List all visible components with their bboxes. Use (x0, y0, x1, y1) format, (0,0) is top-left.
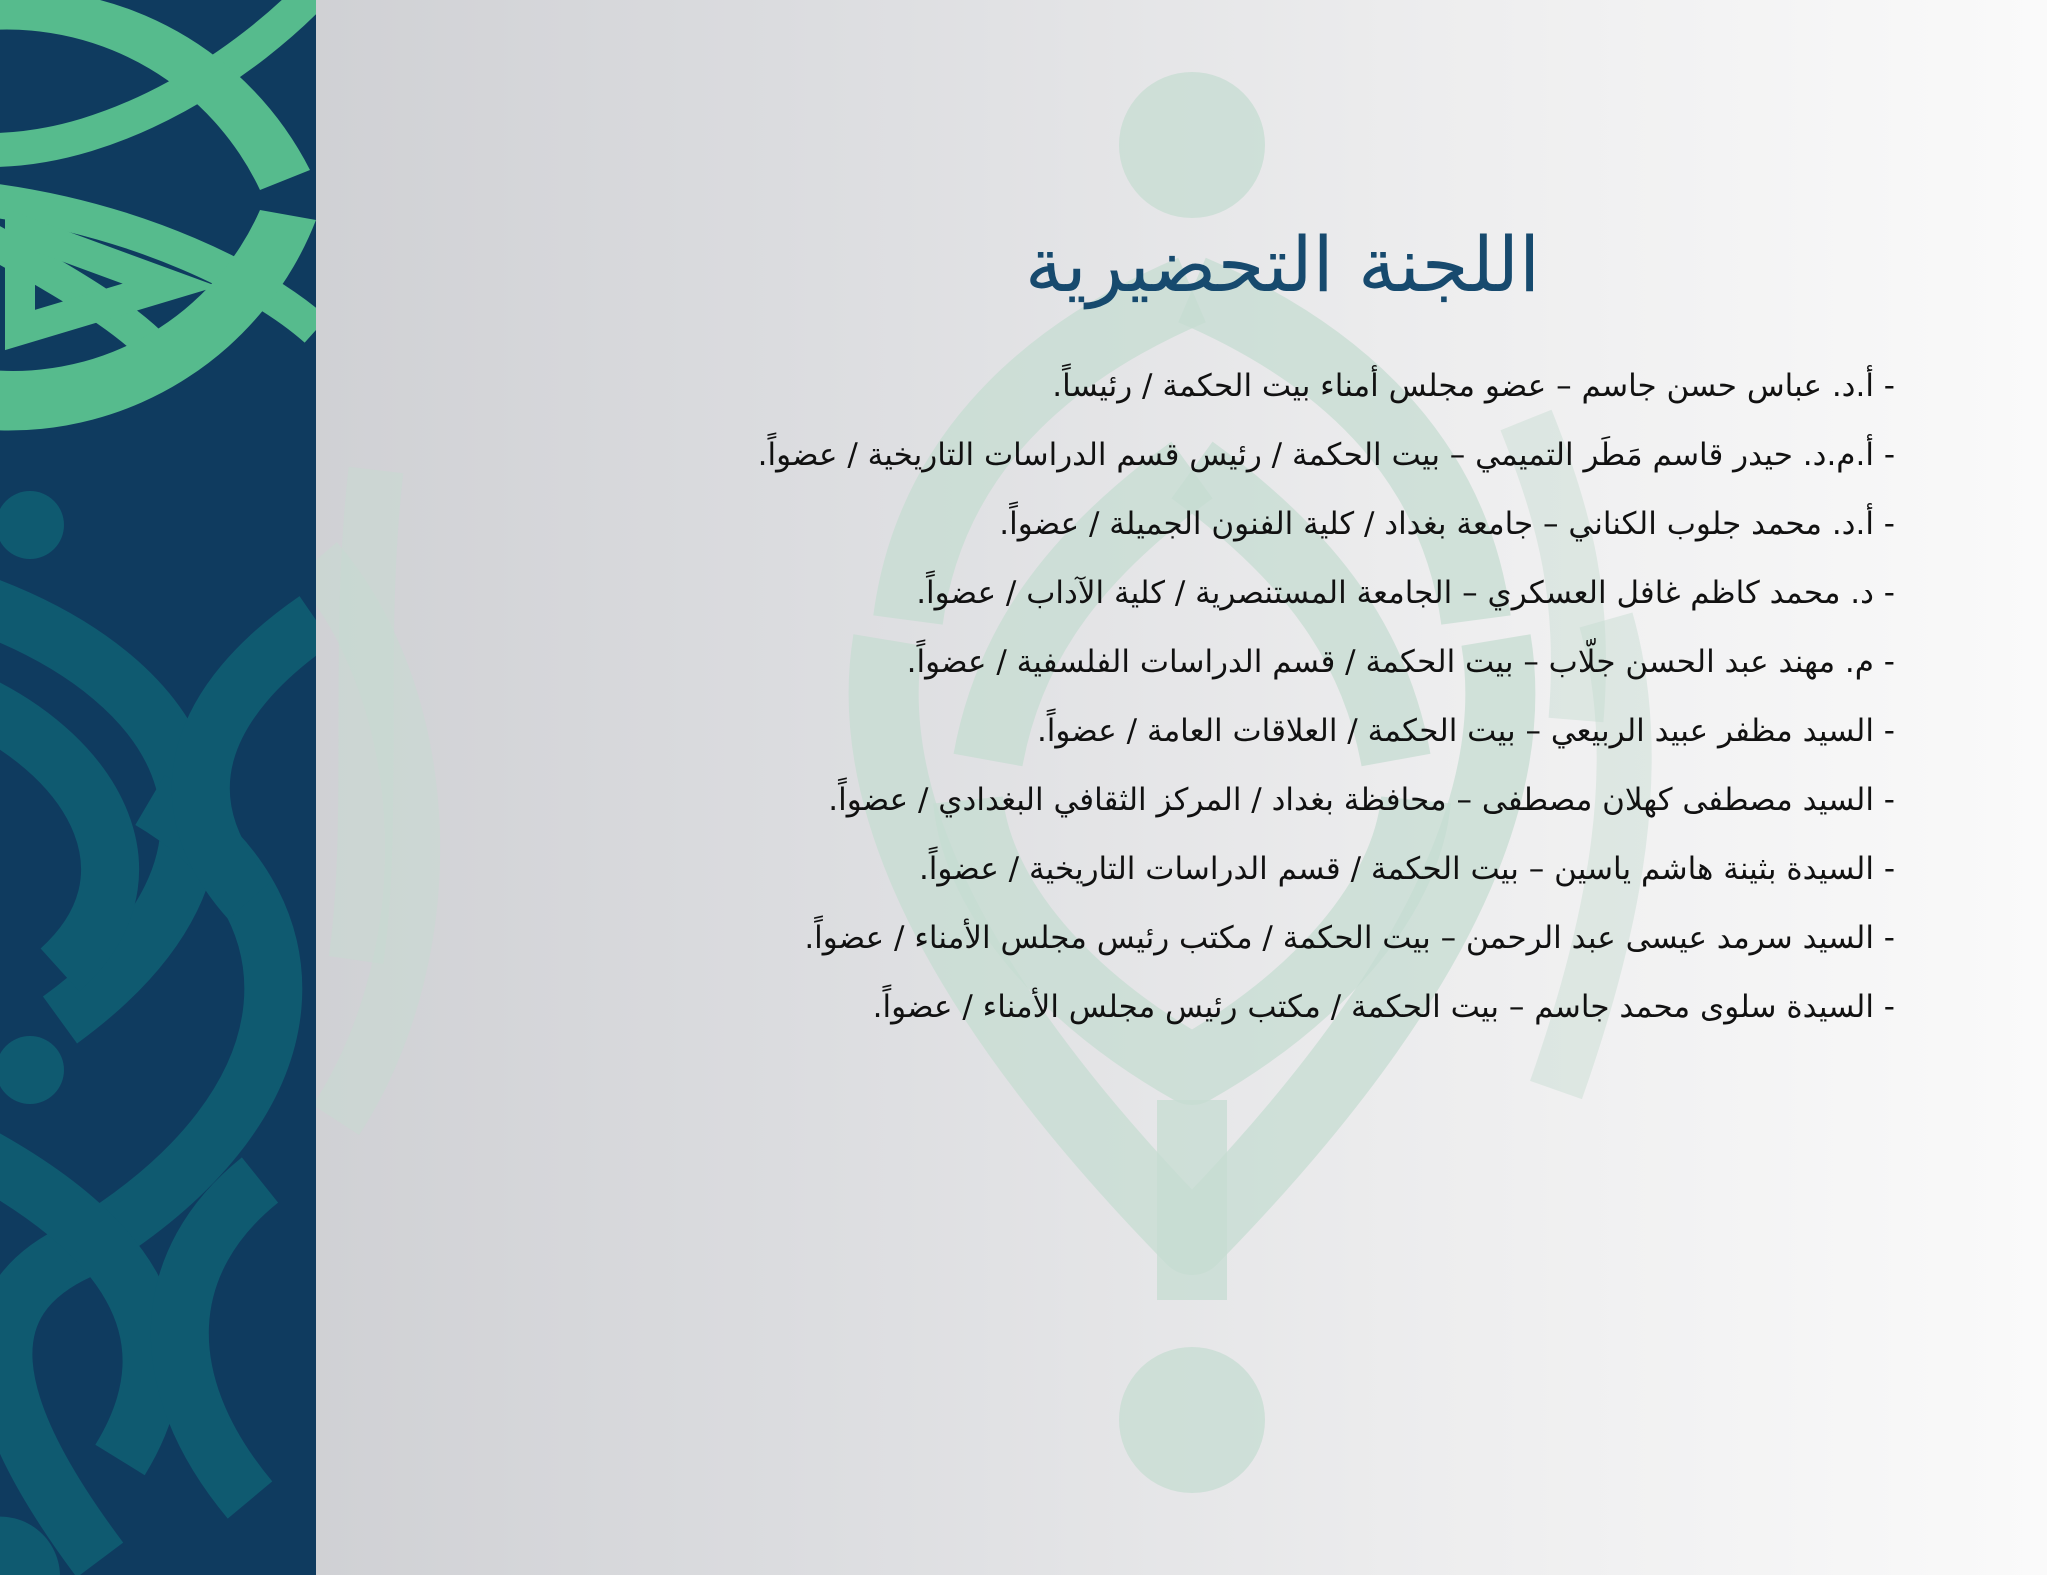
page-title: اللجنة التحضيرية (1024, 220, 1541, 309)
list-item: - السيدة سلوى محمد جاسم – بيت الحكمة / مكتب رئيس مجلس الأمناء / عضواً. (872, 989, 1895, 1025)
list-item: - أ.د. محمد جلوب الكناني – جامعة بغداد / كلية الفنون الجميلة / عضواً. (999, 506, 1895, 542)
sidebar-pattern (0, 0, 316, 1575)
sidebar-decoration (0, 0, 316, 1575)
list-item: - السيد مصطفى كهلان مصطفى – محافظة بغداد / المركز الثقافي البغدادي / عضواً. (828, 782, 1895, 818)
list-item: - السيد سرمد عيسى عبد الرحمن – بيت الحكمة / مكتب رئيس مجلس الأمناء / عضواً. (804, 920, 1895, 956)
committee-member-list (440, 352, 1895, 1042)
list-item: - د. محمد كاظم غافل العسكري – الجامعة المستنصرية / كلية الآداب / عضواً. (916, 575, 1895, 611)
list-item: - م. مهند عبد الحسن جلّاب – بيت الحكمة / قسم الدراسات الفلسفية / عضواً. (906, 644, 1895, 680)
list-item: - أ.م.د. حيدر قاسم مَطَر التميمي – بيت الحكمة / رئيس قسم الدراسات التاريخية / عضواً. (757, 437, 1895, 473)
list-item: - السيد مظفر عبيد الربيعي – بيت الحكمة / العلاقات العامة / عضواً. (1036, 713, 1895, 749)
list-item: - السيدة بثينة هاشم ياسين – بيت الحكمة / قسم الدراسات التاريخية / عضواً. (918, 851, 1895, 887)
main-content (440, 200, 1895, 1042)
list-item: - أ.د. عباس حسن جاسم – عضو مجلس أمناء بيت الحكمة / رئيساً. (1052, 368, 1895, 404)
